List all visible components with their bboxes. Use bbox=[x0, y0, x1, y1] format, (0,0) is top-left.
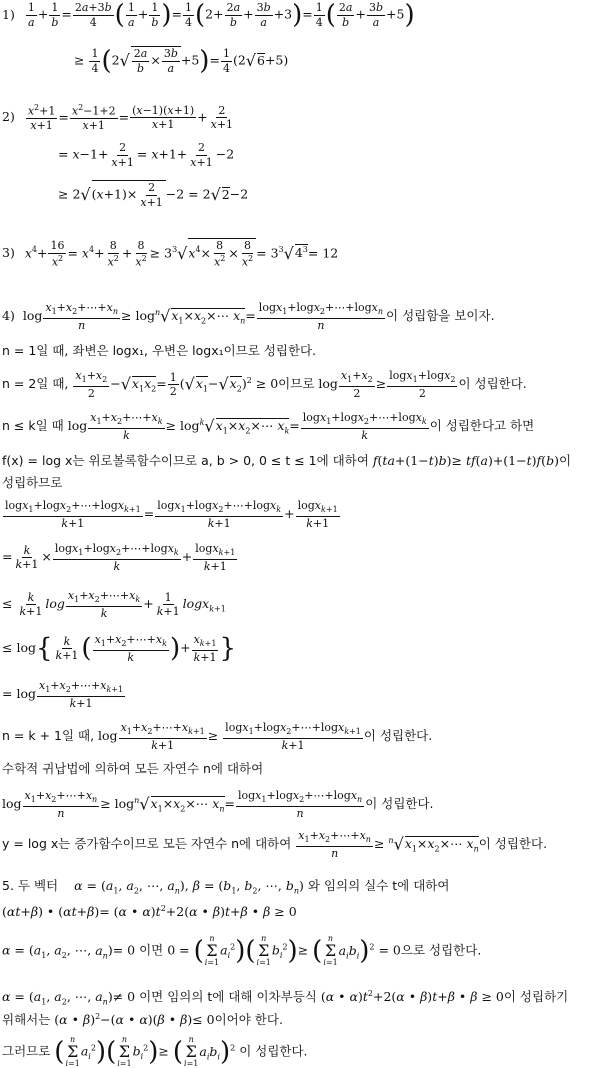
induction-result: log $\frac{x_1+x_2+\cdots+x_n}{n}$ ≥ $\log^n√x_1\times x_2\times\cdots$ $x_n=$ $\frac{\log x_1+\log x_2+\cdots+\log x_n}{n}$ 이 성립한다. bbox=[2, 789, 434, 820]
concave-prefix: f(x) = log x는 위로볼록함수이므로 bbox=[2, 453, 198, 468]
therefore-tail: 이 성립한다. bbox=[239, 1043, 308, 1059]
nk-suffix: 이 성립한다고 하면 bbox=[429, 418, 535, 434]
step2: = $\frac{k}{k+1}$ × $\frac{\log x_1+\log x_2+\cdots+\log x_k}{k}$ + $\frac{\log x_{k+1}}{k+1}$ bbox=[2, 542, 236, 573]
need-tail: 이어야 한다. bbox=[214, 1012, 283, 1028]
induction-holds: 이 성립한다. bbox=[365, 796, 434, 812]
p5-line2: (αt+β) • (αt+β)= (α • $\alpha)t^2+2(\alpha$ • β)t+β • β ≥ 0 bbox=[2, 904, 297, 920]
nk-line: n ≤ k일 때 log $\frac{x_1+x_2+\cdots+x_k}{k}$ ≥ $\log^k√x_1\times x_2\times\cdots$ $x_k=$ $\frac{\log x_1+\log x_2+\cdots+\log x_k}{k}$ 이 성립한다고 하면 bbox=[2, 411, 535, 442]
alpha-zero-res: 으로 성립한다. bbox=[400, 942, 482, 958]
p4-label: 4) bbox=[2, 308, 15, 324]
p2-line3: ≥ 2√(x+1)× $\frac{2}{x+1}$ −2 = 2√2−2 bbox=[58, 181, 249, 209]
alpha-nonzero-tail: 이 성립하기 bbox=[503, 989, 569, 1005]
increasing-holds: 이 성립한다. bbox=[478, 836, 548, 852]
need: 위해서는 bbox=[2, 1012, 51, 1028]
therefore: 그러므로 bbox=[2, 1043, 51, 1059]
p1-label: 1) bbox=[2, 6, 15, 22]
concave-cond: a, b > 0, 0 ≤ t ≤ 1에 대하여 bbox=[201, 453, 369, 468]
p3-line1: 3) $x^4+$ $\frac{16}{x^2}$ = $x^4+$ $\frac{8}{x^2}$ + $\frac{8}{x^2}$ ≥ $3^3√x^4\times$ $\frac{8}{x^2}$ × $\frac{8}{x^2}$ = $3^3√4^3= 12$ bbox=[2, 239, 339, 269]
nk1-holds: 이 성립한다. bbox=[363, 728, 433, 744]
increasing-prefix: y = log x는 증가함수이므로 모든 자연수 n에 대하여 bbox=[2, 836, 292, 852]
p2-line2: = x−1+ $\frac{2}{x+1}$ = x+1+ $\frac{2}{x+1}$ −2 bbox=[58, 141, 235, 169]
increasing-line: y = log x는 증가함수이므로 모든 자연수 n에 대하여 $\frac{x_1+x_2+\cdots+x_n}{n}$ ≥ $^n√x_1\times x_2\times\cdots$ $x_n$이 성립한다. bbox=[2, 829, 548, 860]
p5-line6: 그러므로 ( n Σ i=1 $a_i^2$)( n Σ i=1 $b_i^2)\ge$ ( n Σ i=1 $a_ib_i)^2$ 이 성립한다. bbox=[2, 1035, 308, 1068]
nk1-prefix: n = k + 1일 때, bbox=[2, 728, 95, 744]
step3: ≤ $\frac{k}{k+1}$ log $\frac{x_1+x_2+\cdots+x_k}{k}$ + $\frac{1}{k+1}$ logx$_{k+1}$ bbox=[2, 589, 226, 620]
p2-line1: 2) $\frac{x^2+1}{x+1}$ = $\frac{x^2-1+2}{x+1}$ = $\frac{(x-1)(x+1)}{x+1}$ + $\frac{2}{x+1}$ bbox=[2, 103, 234, 133]
n1-text: n = 1일 때, 좌변은 logx₁, 우변은 logx₁이므로 성립한다. bbox=[2, 343, 317, 358]
induction-text: 수학적 귀납법에 의하여 모든 자연수 n에 대하여 bbox=[2, 761, 264, 776]
n2-mid: 이므로 bbox=[278, 376, 315, 392]
step1: $\frac{\log x_1+\log x_2+\cdots+\log x_{k+1}}{k+1}$ = $\frac{\log x_1+\log x_2+\cdots+\log x_k}{k+1}$ + $\frac{\log x_{k+1}}{k+1}$ bbox=[5, 499, 338, 530]
p5-mid: 와 임의의 실수 t에 대하여 bbox=[307, 878, 450, 893]
p3-label: 3) bbox=[2, 245, 15, 261]
p5-line3: $\alpha = (a_1$, $a_2$, ⋯, $a_n)= 0$ 이면 0 = ( n Σ i=1 $a_i^2$)( n Σ i=1 $b_i^2)\ge$ ( n Σ i=1 $a_ib_i)^2 = 0$으로 성립한다. bbox=[2, 934, 482, 967]
p5-label: 5. 두 벡터 bbox=[2, 878, 59, 893]
p5-line1: 5. 두 벡터 $\alpha = (a_1$, $a_2$, ⋯, $a_n$), $\beta = (b_1$, $b_2$, ⋯, $b_n$) 와 임의의 실수 t에 대하여 bbox=[2, 878, 450, 896]
nk1-line: n = k + 1일 때, log $\frac{x_1+x_2+\cdots+x_{k+1}}{k+1}$ ≥ $\frac{\log x_1+\log x_2+\cdots+\log x_{k+1}}{k+1}$ 이 성립한다. bbox=[2, 721, 433, 752]
p1-line1: 1) $\frac{1}{a}$ + $\frac{1}{b}$ = $\frac{2a+3b}{4}$ ( $\frac{1}{a}$ + $\frac{1}{b}$ )= $\frac{1}{4}$ (2+ $\frac{2a}{b}$ + $\frac{3b}{a}$ +3)= $\frac{1}{4}$ ( $\frac{2a}{b}$ + $\frac{3b}{a}$ +5) bbox=[2, 0, 415, 31]
alpha-zero-if: 이면 bbox=[139, 942, 164, 958]
p4-claim: 이 성립함을 보이자. bbox=[386, 308, 495, 324]
n2-prefix: n = 2일 때, bbox=[2, 376, 69, 392]
p5-line5: 위해서는 (α • β)$^2$−(α • α)(β • β)≤ 0이어야 한다. bbox=[2, 1012, 283, 1028]
p5-line4: $\alpha = (a_1$, $a_2$, ⋯, $a_n)\ne 0$ 이면 임의의 t에 대해 이차부등식 (α • $\alpha)t^2+2(\alpha$ • β)t+β • β ≥ 0이 성립하기 bbox=[2, 989, 569, 1007]
p2-label: 2) bbox=[2, 109, 15, 125]
p4-line1: 4) log $\frac{x_1+x_2+\cdots+x_n}{n}$ ≥ $\log^n√x_1\times x_2\times\cdots$ $x_n=$ $\frac{\log x_1+\log x_2+\cdots+\log x_n}{n}$ 이 성립함을 보이자. bbox=[2, 301, 495, 332]
holds-so: 성립하므로 bbox=[2, 475, 63, 490]
alpha-nonzero: 이면 임의의 t에 대해 이차부등식 bbox=[139, 989, 317, 1005]
n2-holds: 이 성립한다. bbox=[458, 376, 527, 392]
step5: = log $\frac{x_1+x_2+\cdots+x_{k+1}}{k+1}$ bbox=[2, 679, 124, 710]
nk-prefix: n ≤ k일 때 bbox=[2, 418, 64, 434]
n2-line: n = 2일 때, $\frac{x_1+x_2}{2}$ $-√x_1x_2=$ $\frac{1}{2}$ $(√x_1-√x_2)^2 \ge 0$이므로 log $\frac{x_1+x_2}{2}$ ≥ $\frac{\log x_1+\log x_2}{2}$ 이 성립한다. bbox=[2, 369, 527, 400]
concave-line: f(x) = log x는 위로볼록함수이므로 a, b > 0, 0 ≤ t ≤ 1에 대하여 f(ta+(1−t)b)≥ tf(a)+(1−t)f(b)이 bbox=[2, 453, 572, 468]
step4: ≤ log{ $\frac{k}{k+1}$ ( $\frac{x_1+x_2+\cdots+x_k}{k}$ )+ $\frac{x_{k+1}}{k+1}$ } bbox=[2, 633, 237, 664]
p1-line2: ≥ $\frac{1}{4}$ (2√ $\frac{2a}{b}$ × $\frac{3b}{a}$ +5)= $\frac{1}{4}$ (2√6+5) bbox=[74, 46, 289, 77]
